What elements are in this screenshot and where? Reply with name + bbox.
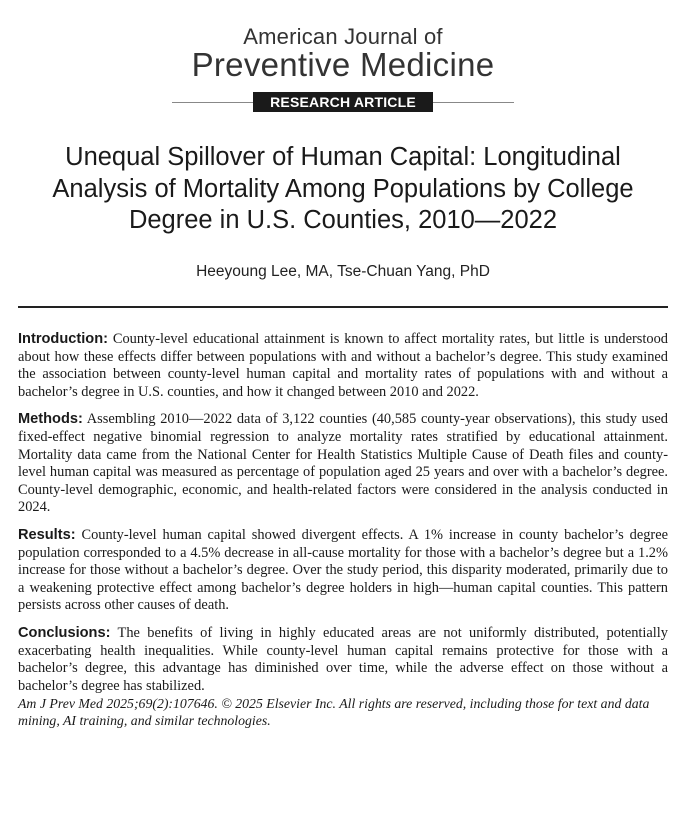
header-divider xyxy=(18,306,668,308)
article-authors: Heeyoung Lee, MA, Tse-Chuan Yang, PhD xyxy=(196,263,490,280)
citation: Am J Prev Med 2025;69(2):107646. © 2025 Elsevier Inc. All rights are reserved, including those for text and data mining, AI training, and similar technologies. xyxy=(18,696,650,729)
abstract-methods xyxy=(18,411,668,517)
journal-name-line2: Preventive Medicine xyxy=(191,46,495,83)
introduction-text: County-level educational attainment is known to affect mortality rates, but little is understood about how these effects differ between populations with and without a bachelor’s degree. This study examined the association between county-level human capital and mortality rates of populations with and without a bachelor’s degree in U.S. counties, and how it changed between 2010 and 2022. xyxy=(18,331,668,400)
methods-heading: Methods: xyxy=(18,411,83,428)
article-title: Unequal Spillover of Human Capital: Longitudinal Analysis of Mortality Among Populations by College Degree in U.S. Counties, 2010—2022 xyxy=(52,143,634,234)
article-type-badge: RESEARCH ARTICLE xyxy=(253,92,433,112)
results-heading: Results: xyxy=(18,526,76,543)
conclusions-text: The benefits of living in highly educated areas are not uniformly distributed, potentially exacerbating health inequalities. While county-level human capital remains protective for those with a bachelor’s degree, this advantage has diminished over time, while the adverse effect on those without a bachelor’s degree has stabilized. xyxy=(18,624,668,694)
introduction-heading: Introduction: xyxy=(18,331,108,347)
journal-name-line1: American Journal of xyxy=(243,24,443,49)
conclusions-heading: Conclusions: xyxy=(18,624,111,641)
abstract xyxy=(18,331,668,729)
abstract-conclusions xyxy=(18,625,668,695)
article-type-banner xyxy=(0,92,686,112)
abstract-introduction xyxy=(18,331,668,401)
results-text: County-level human capital showed divergent effects. A 1% increase in county bachelor’s degree population corresponded to a 4.5% decrease in all-cause mortality for those with a bachelor’s degree but a 1.2% increase for those without a bachelor’s degree. Over the study period, this disparity moderated, primarily due to a weakening protective effect among bachelor’s degree holders in high—human capital counties. This pattern persists across other causes of death. xyxy=(18,526,668,614)
methods-text: Assembling 2010—2022 data of 3,122 counties (40,585 county-year observations), this study used fixed-effect negative binomial regression to analyze mortality rates stratified by educational attainment. Mortality data came from the National Center for Health Statistics Multiple Cause of Death files and county-level human capital was measured as percentage of population aged 25 years and over with a bachelor’s degree. County-level demographic, economic, and health-related factors were considered in the analysis conducted in 2024. xyxy=(18,411,668,516)
abstract-results xyxy=(18,527,668,615)
